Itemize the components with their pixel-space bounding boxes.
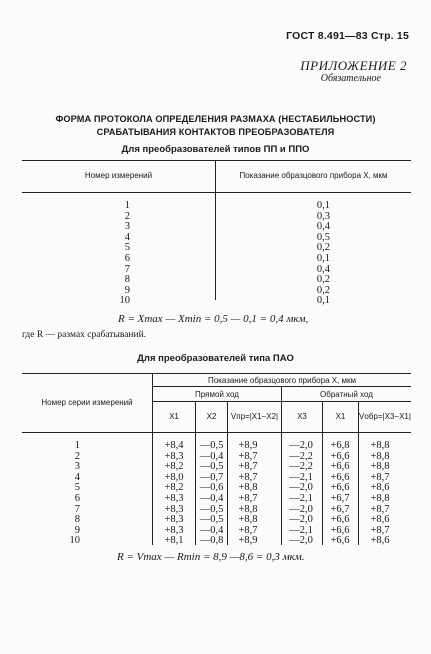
table2-column-series: 1 2 3 4 5 6 7 8 9 10 xyxy=(69,440,80,547)
table2-forward-header: Прямой ход xyxy=(195,390,239,399)
table2-caption: Для преобразователей типа ПАО xyxy=(137,353,294,364)
table2-column-vobr: +8,8 +8,8 +8,8 +8,7 +8,6 +8,8 +8,7 +8,6 +8,7 +8,6 xyxy=(370,440,390,547)
table2-group-header: Показание образцового прибора X, мкм xyxy=(207,376,357,385)
table2-subheader-x3: X3 xyxy=(297,412,307,421)
table2-column-vpr: +8,9 +8,7 +8,7 +8,7 +8,8 +8,7 +8,8 +8,8 +8,7 +8,9 xyxy=(238,440,258,547)
page-header: ГОСТ 8.491—83 Стр. 15 xyxy=(286,30,409,42)
table2-subheader-vobr: Vобр=|X3−X1| xyxy=(359,412,411,421)
table2-subheader-vpr: Vпр=|X1−X2| xyxy=(230,412,279,421)
table2-reverse-header: Обратный ход xyxy=(320,390,373,399)
table1-top-rule xyxy=(22,160,411,161)
table1-caption: Для преобразователей типов ПП и ППО xyxy=(121,144,310,155)
appendix-status: Обязательное xyxy=(320,73,381,84)
table2-divider-x2 xyxy=(195,401,196,545)
table2-top-rule xyxy=(22,373,411,374)
table1-formula: R = Xmax — Xmin = 0,5 — 0,1 = 0,4 мкм, xyxy=(118,313,309,325)
table2-divider-vpr xyxy=(227,401,228,545)
table1-column-reading: 0,1 0,3 0,4 0,5 0,2 0,1 0,4 0,2 0,2 0,1 xyxy=(316,200,330,307)
table1-header-number: Номер измерений xyxy=(84,171,153,180)
table1-header-rule xyxy=(22,192,411,193)
table2-subheader-x2: X2 xyxy=(206,412,217,421)
table1-col-divider xyxy=(215,160,216,300)
table2-group-divider xyxy=(281,386,282,545)
table2-column-x1: +8,4 +8,3 +8,2 +8,0 +8,2 +8,3 +8,3 +8,3 +8,3 +8,1 xyxy=(164,440,184,547)
table2-formula: R = Vmax — Rmin = 8,9 —8,6 = 0,3 мкм. xyxy=(117,551,305,563)
table1-note: где R — размах срабатываний. xyxy=(22,330,147,340)
table2-divider-vobr xyxy=(358,401,359,545)
table2-column-x2: —0,5 —0,4 —0,5 —0,7 —0,6 —0,4 —0,5 —0,5 —0,4 —0,8 xyxy=(199,440,224,547)
table2-header-series: Номер серии измерений xyxy=(41,398,133,407)
table1-column-number: 1 2 3 4 5 6 7 8 9 10 xyxy=(119,200,130,307)
appendix-title: ПРИЛОЖЕНИЕ 2 xyxy=(300,58,407,73)
table2-column-x1b: +6,8 +6,6 +6,6 +6,6 +6,6 +6,7 +6,7 +6,6 +6,6 +6,6 xyxy=(330,440,350,547)
table2-column-x3: —2,0 —2,2 —2,2 —2,1 —2,0 —2,1 —2,0 —2,0 —2,1 —2,0 xyxy=(289,440,313,547)
form-title-line1: ФОРМА ПРОТОКОЛА ОПРЕДЕЛЕНИЯ РАЗМАХА (НЕСТАБИЛЬНОСТИ) xyxy=(55,114,376,124)
table2-header-rule xyxy=(22,432,411,433)
form-title-line2: СРАБАТЫВАНИЯ КОНТАКТОВ ПРЕОБРАЗОВАТЕЛЯ xyxy=(96,127,335,137)
table2-subheader-x1b: X1 xyxy=(335,412,346,421)
table1-header-reading: Показание образцового прибора X, мкм xyxy=(239,171,388,180)
table2-subheader-x1: X1 xyxy=(169,412,179,421)
table2-divider-x1b xyxy=(322,401,323,545)
